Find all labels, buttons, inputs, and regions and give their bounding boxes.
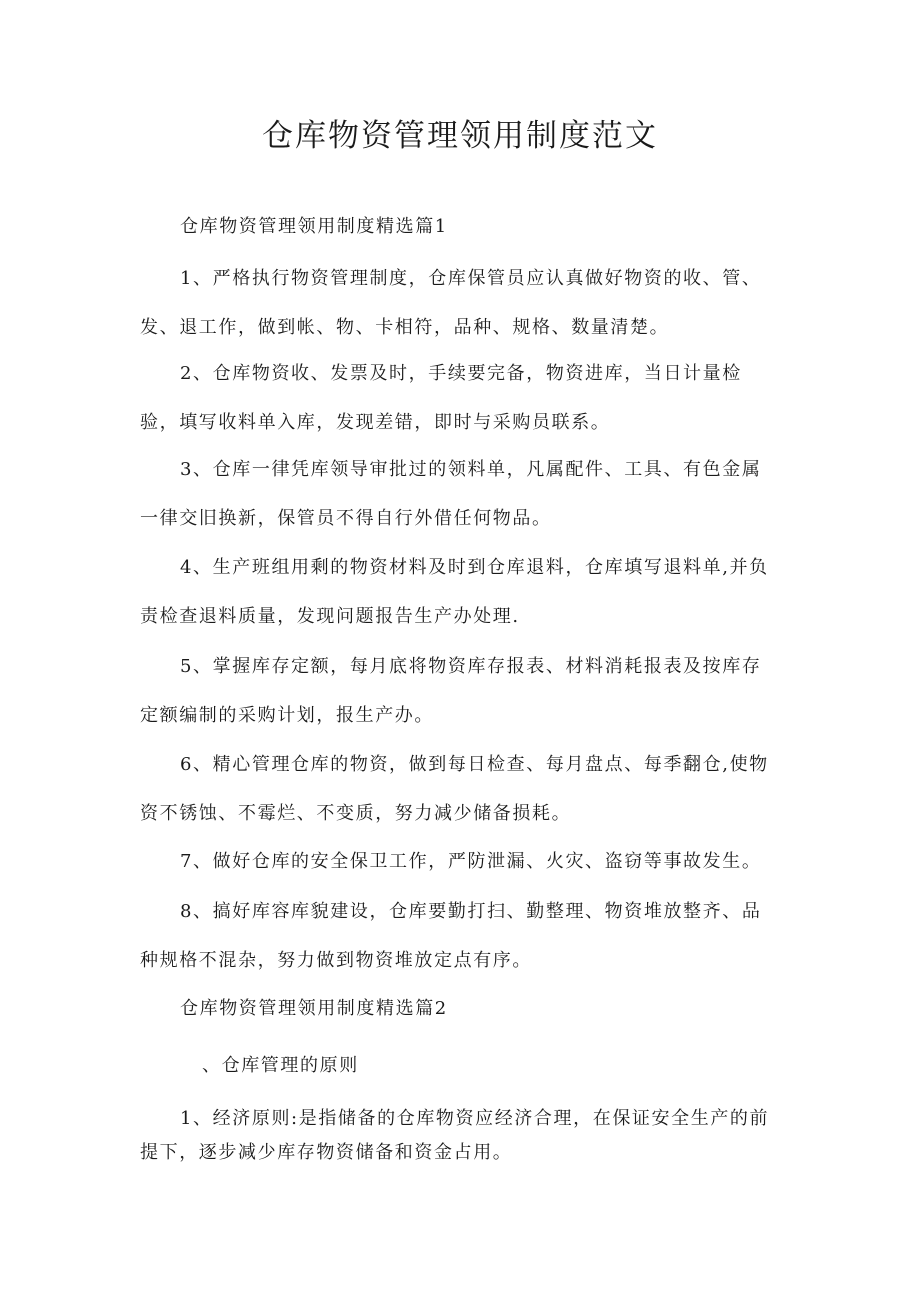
paragraph-item-7: 7、做好仓库的安全保卫工作，严防泄漏、火灾、盗窃等事故发生。 [180, 851, 762, 872]
paragraph-section2-item-1: 1、经济原则:是指储备的仓库物资应经济合理，在保证安全生产的前 提下，逐步减少库存物资储备和资金占用。 [140, 1108, 770, 1163]
paragraph-item-6: 6、精心管理仓库的物资，做到每日检查、每月盘点、每季翻仓,使物 资不锈蚀、不霉烂、不变质，努力减少储备损耗。 [140, 754, 769, 824]
section-heading-2: 仓库物资管理领用制度精选篇2 [180, 998, 448, 1019]
paragraph-item-2: 2、仓库物资收、发票及时，手续要完备，物资进库，当日计量检 验，填写收料单入库，发现差错，即时与采购员联系。 [140, 363, 742, 433]
paragraph-item-3: 3、仓库一律凭库领导审批过的领料单，凡属配件、工具、有色金属 一律交旧换新，保管员不得自行外借任何物品。 [140, 459, 762, 529]
section-heading-1: 仓库物资管理领用制度精选篇1 [180, 216, 448, 237]
paragraph-item-4: 4、生产班组用剩的物资材料及时到仓库退料，仓库填写退料单,并负 责检查退料质量，发现问题报告生产办处理. [140, 557, 769, 627]
paragraph-item-5: 5、掌握库存定额，每月底将物资库存报表、材料消耗报表及按库存 定额编制的采购计划，报生产办。 [140, 656, 762, 726]
subsection-heading: 、仓库管理的原则 [202, 1055, 359, 1076]
paragraph-item-1: 1、严格执行物资管理制度，仓库保管员应认真做好物资的收、管、 发、退工作，做到帐、物、卡相符，品种、规格、数量清楚。 [140, 268, 762, 338]
document-title: 仓库物资管理领用制度范文 [262, 118, 658, 154]
paragraph-item-8: 8、搞好库容库貌建设，仓库要勤打扫、勤整理、物资堆放整齐、品 种规格不混杂，努力做到物资堆放定点有序。 [140, 901, 762, 971]
